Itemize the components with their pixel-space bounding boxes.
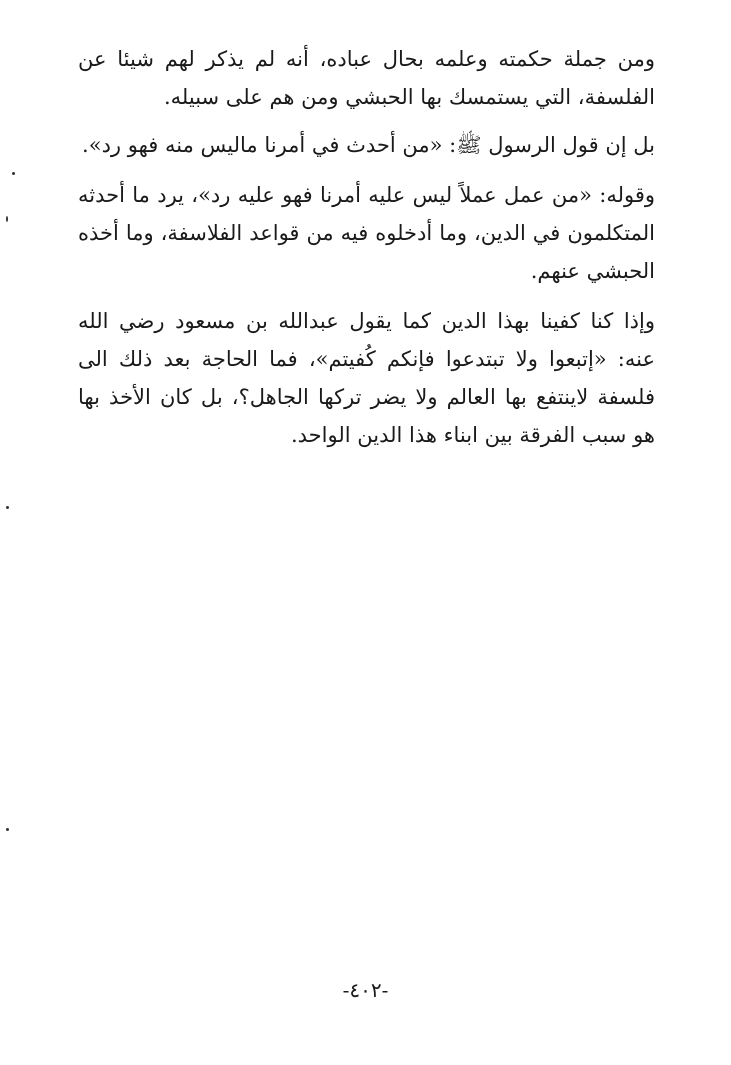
paragraph-2: بل إن قول الرسول ﷺ: «من أحدث في أمرنا ماليس منه فهو رد». [82, 133, 655, 157]
paragraph-3: وقوله: «من عمل عملاً ليس عليه أمرنا فهو عليه رد»، يرد ما أحدثه المتكلمون في الدين، وما أدخلوه فيه من قواعد الفلاسفة، وما أخذه الحبشي عنهم. [78, 183, 655, 283]
margin-speck [12, 172, 15, 175]
margin-speck [6, 828, 9, 831]
page-number: -٤٠٢- [342, 978, 389, 1002]
paragraph-1: ومن جملة حكمته وعلمه بحال عباده، أنه لم يذكر لهم شيئا عن الفلسفة، التي يستمسك بها الحبشي ومن هم على سبيله. [78, 47, 655, 109]
paragraph-4: وإذا كنا كفينا بهذا الدين كما يقول عبدالله بن مسعود رضي الله عنه: «إتبعوا ولا تبتدعوا فإنكم كُفيتم»، فما الحاجة بعد ذلك الى فلسفة لاينتفع بها العالم ولا يضر تركها الجاهل؟، بل كان الأخذ بها هو سبب الفرقة بين ابناء هذا الدين الواحد. [78, 309, 655, 447]
margin-speck [6, 506, 9, 509]
margin-speck [6, 216, 8, 222]
